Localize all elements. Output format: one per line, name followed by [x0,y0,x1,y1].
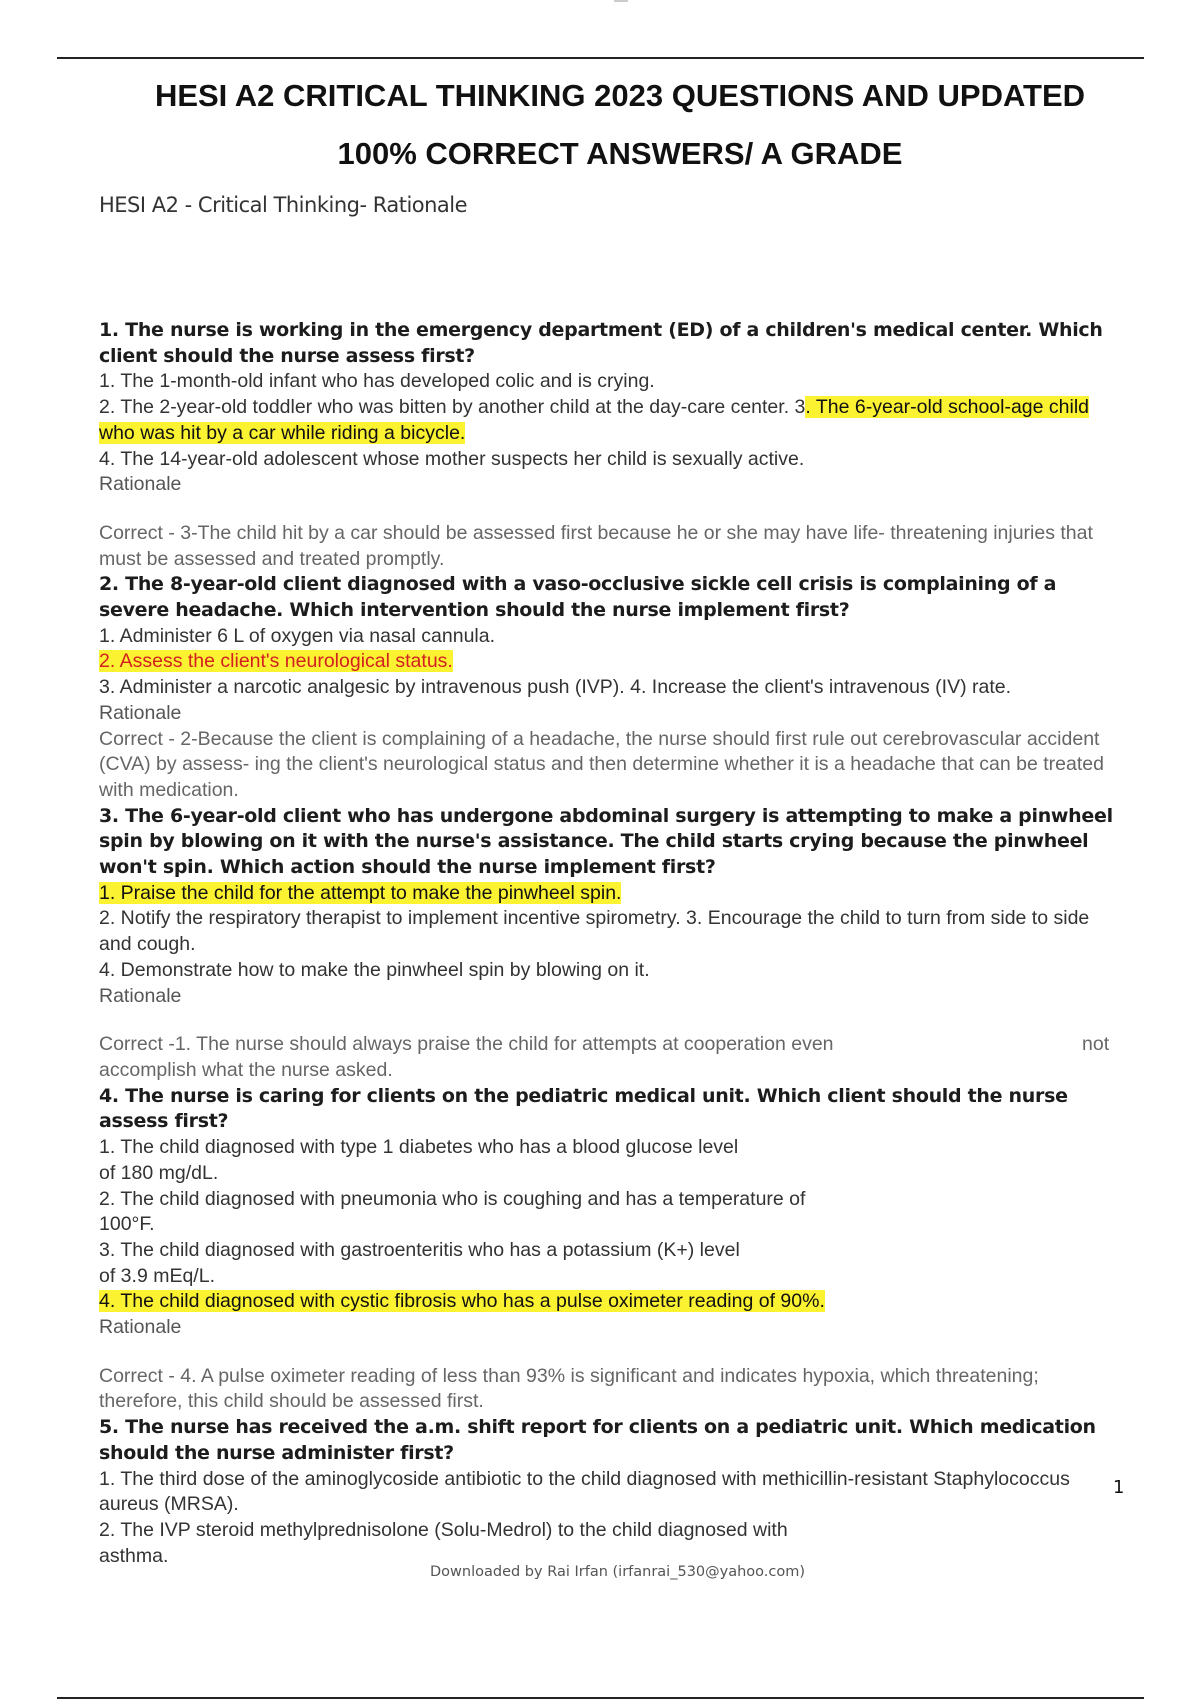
q4-option-3b: of 3.9 mEq/L. [99,1264,215,1287]
q4-correct-answer-highlight: 4. The child diagnosed with cystic fibrosis who has a pulse oximeter reading of 90%. [99,1290,825,1313]
question-1: 1. The nurse is working in the emergency department (ED) of a children's medical center. Which client should the nurse assess first? [99,319,1103,367]
q2-option-1: 1. Administer 6 L of oxygen via nasal cannula. [99,624,496,647]
top-rule [57,57,1144,59]
q4-option-2a: 2. The child diagnosed with pneumonia who is coughing and has a temperature of [99,1187,806,1210]
q3-rationale-text-a: Correct -1. The nurse should always praise the child for attempts at cooperation even [99,1033,834,1056]
q3-option-1-wrap [99,881,1119,907]
q4-rationale-label: Rationale [99,1316,182,1339]
q4-rationale-text: Correct - 4. A pulse oximeter reading of less than 93% is significant and indicates hypoxia, which threatening; therefore, this child should be assessed first. [99,1364,1039,1413]
q3-option-2-3: 2. Notify the respiratory therapist to implement incentive spirometry. 3. Encourage the child to turn from side to side and cough. [99,907,1090,956]
q2-option-2-wrap [99,649,1119,675]
q3-rationale-label: Rationale [99,984,182,1007]
q3-rationale-line1 [99,1032,1119,1058]
spacer [99,498,1119,521]
question-4: 4. The nurse is caring for clients on the pediatric medical unit. Which client should the nurse assess first? [99,1084,1068,1133]
document-subtitle: HESI A2 - Critical Thinking- Rationale [99,193,468,217]
q2-correct-answer-highlight: 2. Assess the client's neurological status. [99,650,453,673]
q3-correct-answer-highlight: 1. Praise the child for the attempt to make the pinwheel spin. [99,881,622,904]
q1-option-1: 1. The 1-month-old infant who has developed colic and is crying. [99,370,655,393]
spacer [99,1341,1119,1364]
q3-option-4: 4. Demonstrate how to make the pinwheel spin by blowing on it. [99,958,650,981]
q2-rationale-label: Rationale [99,701,182,724]
question-3: 3. The 6-year-old client who has undergone abdominal surgery is attempting to make a pinwheel spin by blowing on it with the nurse's assistance. The child starts crying because the pinwheel won't spin. Which action should the nurse implement first? [99,804,1113,879]
question-5: 5. The nurse has received the a.m. shift report for clients on a pediatric unit. Which medication should the nurse administer first? [99,1416,1096,1464]
q1-correct-answer-highlight: . The 6-year-old school-age child who was hit by a car while riding a bicycle. [99,396,1090,444]
q5-option-2a: 2. The IVP steroid methylprednisolone (Solu-Medrol) to the child diagnosed with [99,1518,788,1541]
q2-rationale-text: Correct - 2-Because the client is complaining of a headache, the nurse should first rule out cerebrovascular accident (CVA) by assess- ing the client's neurological status and then determine whether it is a headache that can be treated with medication. [99,727,1104,801]
question-2: 2. The 8-year-old client diagnosed with a vaso-occlusive sickle cell crisis is complaining of a severe headache. Which intervention should the nurse implement first? [99,573,1057,622]
spacer [99,1009,1119,1032]
document-body [99,318,1119,1569]
q4-option-2b: 100°F. [99,1213,155,1236]
q2-option-3-4: 3. Administer a narcotic analgesic by intravenous push (IVP). 4. Increase the client's intravenous (IV) rate. [99,676,1012,699]
q4-option-4-wrap [99,1289,1119,1315]
q3-rationale-line2: accomplish what the nurse asked. [99,1058,393,1081]
page-number: 1 [1113,1477,1125,1498]
document-title-line1: HESI A2 CRITICAL THINKING 2023 QUESTIONS AND UPDATED [154,78,1086,113]
q1-rationale-text: Correct - 3-The child hit by a car should be assessed first because he or she may have life- threatening injuries that must be assessed and treated promptly. [99,521,1093,570]
q3-rationale-not: not [1082,1033,1110,1056]
document-title-line2: 100% CORRECT ANSWERS/ A GRADE [337,136,903,171]
q4-option-3a: 3. The child diagnosed with gastroenteritis who has a potassium (K+) level [99,1238,740,1261]
q5-option-1: 1. The third dose of the aminoglycoside antibiotic to the child diagnosed with methicillin-resistant Staphylococcus aureus (MRSA). [99,1467,1070,1516]
header-mark [614,0,628,2]
q4-option-1b: of 180 mg/dL. [99,1161,219,1184]
q1-option-2-3 [99,395,1119,446]
q1-option-4: 4. The 14-year-old adolescent whose mother suspects her child is sexually active. [99,447,805,470]
download-footer: Downloaded by Rai Irfan (irfanrai_530@yahoo.com) [430,1564,806,1580]
q5-option-2b: asthma. [99,1544,169,1567]
bottom-rule [57,1697,1144,1699]
q1-option-2: 2. The 2-year-old toddler who was bitten by another child at the day-care center. 3 [99,396,806,419]
q1-rationale-label: Rationale [99,473,182,496]
q4-option-1a: 1. The child diagnosed with type 1 diabetes who has a blood glucose level [99,1136,739,1159]
